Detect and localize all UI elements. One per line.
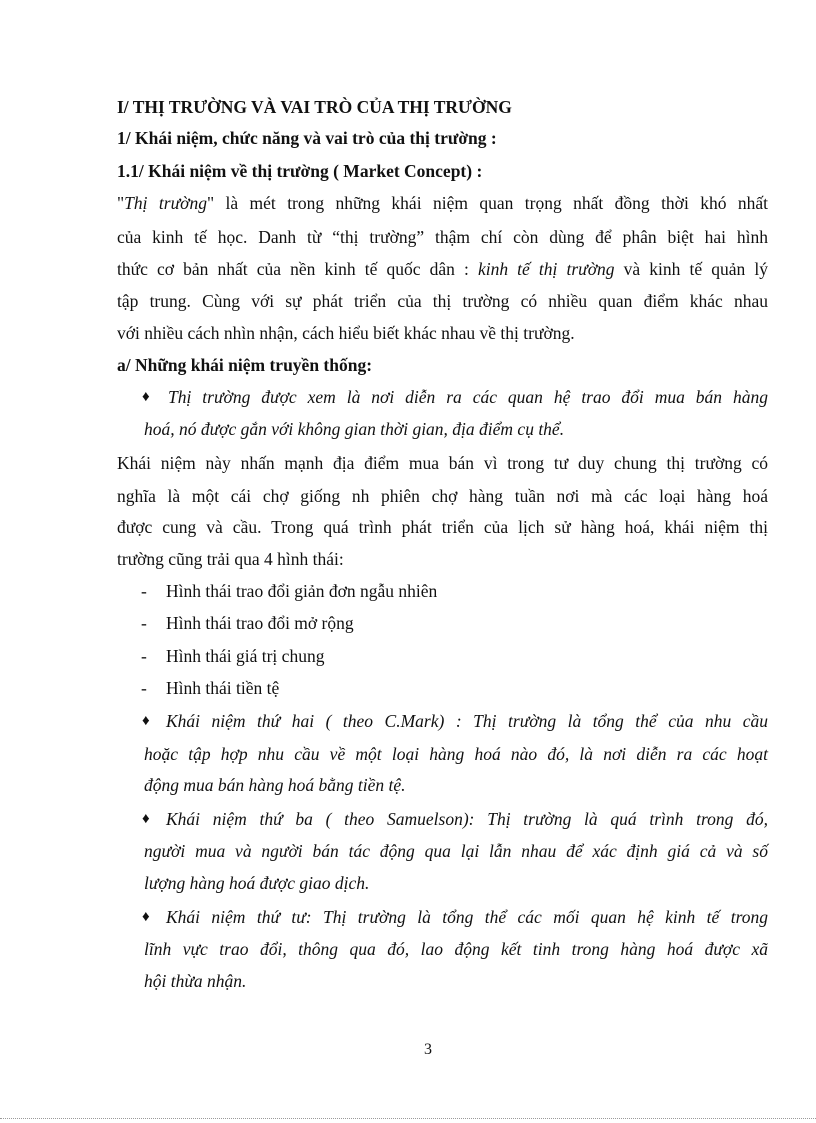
heading-traditional-concepts: a/ Những khái niệm truyền thống: (117, 355, 373, 375)
diamond-bullet-icon: ♦ (142, 909, 150, 925)
diamond-bullet-icon: ♦ (142, 811, 150, 827)
bullet4-line-2: lĩnh vực trao đổi, thông qua đó, lao động kết tinh trong hàng hoá được xã (144, 939, 768, 959)
list-item: Hình thái tiền tệ (166, 678, 280, 698)
list-item: Hình thái trao đổi mở rộng (166, 613, 354, 633)
intro-line-2: của kinh tế học. Danh từ “thị trường” thậm chí còn dùng để phân biệt hai hình (117, 227, 768, 247)
list-item: Hình thái trao đổi giản đơn ngẫu nhiên (166, 581, 438, 601)
para2-line-4: trường cũng trải qua 4 hình thái: (117, 549, 344, 569)
bullet3-line-2: người mua và người bán tác động qua lại lẫn nhau để xác định giá cả và số (144, 841, 768, 861)
term-thi-truong: Thị trường (124, 193, 207, 213)
bullet3-line-3: lượng hàng hoá được giao dịch. (144, 873, 370, 893)
intro-line-4: tập trung. Cùng với sự phát triển của thị trường có nhiều quan điểm khác nhau (117, 291, 768, 311)
dash-bullet-icon: - (141, 646, 147, 666)
bullet4-line-3: hội thừa nhận. (144, 971, 247, 991)
bullet2-line-3: động mua bán hàng hoá bằng tiền tệ. (144, 775, 406, 795)
bullet3-line-1: Khái niệm thứ ba ( theo Samuelson): Thị trường là quá trình trong đó, (166, 809, 768, 829)
bullet1-line-2: hoá, nó được gắn với không gian thời gian, địa điểm cụ thể. (144, 419, 565, 439)
bullet4-line-1: Khái niệm thứ tư: Thị trường là tổng thể các mối quan hệ kinh tế trong (166, 907, 768, 927)
heading-market-concept: 1.1/ Khái niệm về thị trường ( Market Concept) : (117, 161, 483, 181)
bullet2-line-1: Khái niệm thứ hai ( theo C.Mark) : Thị trường là tổng thể của nhu cầu (166, 711, 768, 731)
term-kinh-te-thi-truong: kinh tế thị trường (477, 259, 615, 279)
bullet2-line-2: hoặc tập hợp nhu cầu về một loại hàng hoá nào đó, là nơi diễn ra các hoạt (144, 744, 768, 764)
intro-line-5: với nhiều cách nhìn nhận, cách hiểu biết khác nhau về thị trường. (117, 323, 575, 343)
heading-market-role: I/ THỊ TRƯỜNG VÀ VAI TRÒ CỦA THỊ TRƯỜNG (117, 97, 512, 117)
diamond-bullet-icon: ♦ (142, 713, 150, 729)
dash-bullet-icon: - (141, 581, 147, 601)
intro-line-1: "Thị trường" là mét trong những khái niệm quan trọng nhất đồng thời khó nhất (117, 193, 768, 213)
intro-line-3: thức cơ bản nhất của nền kinh tế quốc dân : kinh tế thị trường và kinh tế quản lý (117, 259, 768, 279)
dash-bullet-icon: - (141, 678, 147, 698)
para2-line-3: được cung và cầu. Trong quá trình phát triển của lịch sử hàng hoá, khái niệm thị (117, 517, 768, 537)
diamond-bullet-icon: ♦ (142, 389, 150, 405)
page-number: 3 (424, 1041, 432, 1058)
page-break-divider (0, 1118, 816, 1119)
heading-concept-function: 1/ Khái niệm, chức năng và vai trò của thị trường : (117, 128, 497, 148)
para2-line-2: nghĩa là một cái chợ giống nh phiên chợ hàng tuần nơi mà các loại hàng hoá (117, 486, 768, 506)
list-item: Hình thái giá trị chung (166, 646, 325, 666)
dash-bullet-icon: - (141, 613, 147, 633)
bullet1-line-1: Thị trường được xem là nơi diễn ra các quan hệ trao đổi mua bán hàng (168, 387, 768, 407)
para2-line-1: Khái niệm này nhấn mạnh địa điểm mua bán vì trong tư duy chung thị trường có (117, 453, 768, 473)
